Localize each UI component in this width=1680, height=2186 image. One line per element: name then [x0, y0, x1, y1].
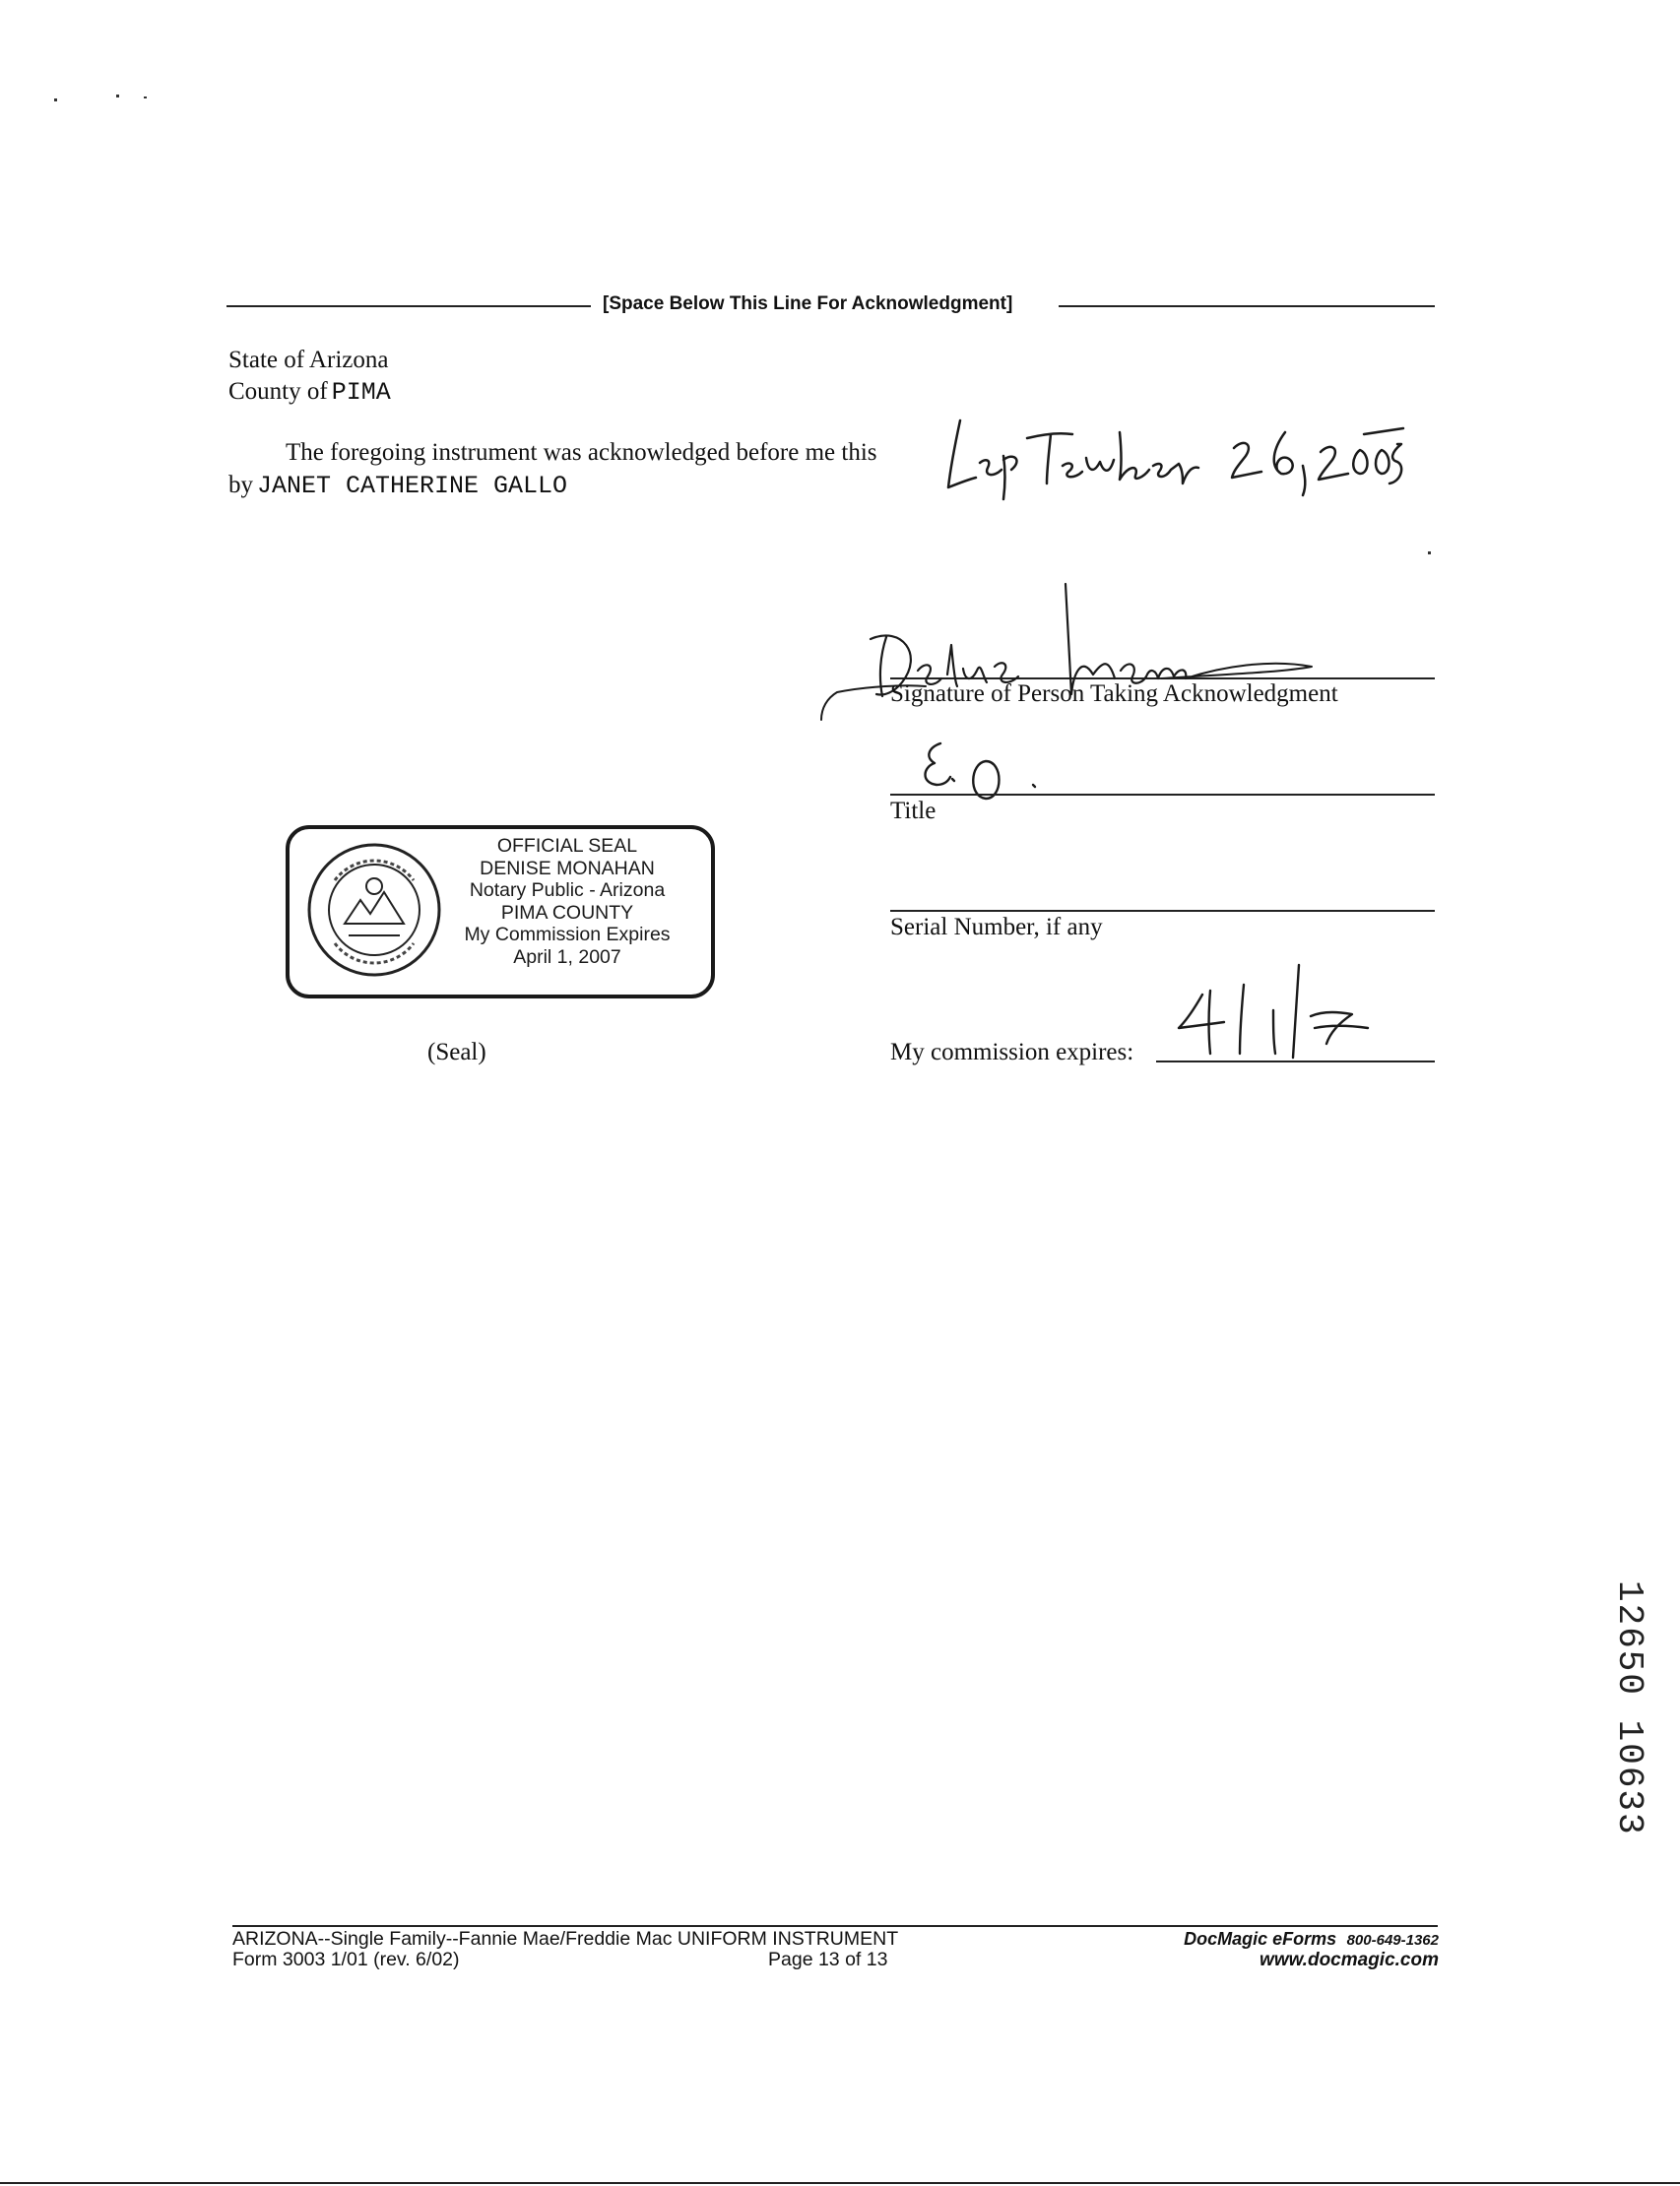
scan-speck	[1428, 551, 1431, 554]
seal-text-block	[435, 835, 699, 968]
notary-seal-stamp	[286, 825, 715, 998]
seal-line: Notary Public - Arizona	[469, 879, 666, 901]
side-recording-stamp: 12650 10633	[1609, 1580, 1649, 1836]
divider-right-rule	[1059, 305, 1435, 307]
handwritten-signature	[808, 576, 1329, 734]
scan-bottom-edge	[0, 2182, 1680, 2184]
divider-caption: [Space Below This Line For Acknowledgment]	[603, 293, 1013, 314]
title-label: Title	[890, 798, 937, 824]
seal-line: My Commission Expires	[464, 924, 671, 945]
signer-name: JANET CATHERINE GALLO	[257, 472, 568, 500]
footer-website: www.docmagic.com	[1260, 1950, 1439, 1970]
county-label: County of	[228, 378, 328, 405]
great-seal-emblem	[305, 841, 443, 979]
footer-page-number: Page 13 of 13	[768, 1949, 888, 1970]
title-rule	[890, 794, 1435, 796]
handwritten-title	[911, 734, 1059, 807]
seal-line: PIMA COUNTY	[500, 901, 634, 924]
serial-label: Serial Number, if any	[890, 914, 1103, 940]
scan-speck	[116, 95, 119, 97]
footer-rule	[232, 1925, 1438, 1927]
footer-brand: DocMagic eForms	[1184, 1929, 1337, 1949]
state-line: State of Arizona	[228, 347, 389, 373]
signer-line	[228, 472, 567, 500]
footer-phone: 800-649-1362	[1346, 1932, 1439, 1949]
by-label: by	[228, 472, 253, 498]
seal-line: DENISE MONAHAN	[480, 857, 655, 879]
county-value: PIMA	[331, 378, 391, 407]
handwritten-date	[940, 409, 1403, 502]
serial-rule	[890, 910, 1435, 912]
commission-label: My commission expires:	[890, 1039, 1134, 1065]
seal-caption: (Seal)	[427, 1039, 486, 1065]
county-line	[228, 378, 391, 407]
scan-speck	[144, 96, 147, 98]
divider-left-rule	[226, 305, 591, 307]
footer-form-title: ARIZONA--Single Family--Fannie Mae/Freddie Mac UNIFORM INSTRUMENT	[232, 1928, 899, 1950]
seal-line: April 1, 2007	[513, 945, 621, 968]
footer-form-number: Form 3003 1/01 (rev. 6/02)	[232, 1949, 460, 1970]
scan-speck	[54, 98, 57, 101]
footer-brand-line	[1184, 1929, 1439, 1950]
seal-line: OFFICIAL SEAL	[496, 835, 638, 857]
signature-label: Signature of Person Taking Acknowledgment	[890, 680, 1338, 707]
acknowledgment-intro: The foregoing instrument was acknowledged before me this	[286, 439, 877, 466]
handwritten-commission-date	[1167, 955, 1374, 1063]
